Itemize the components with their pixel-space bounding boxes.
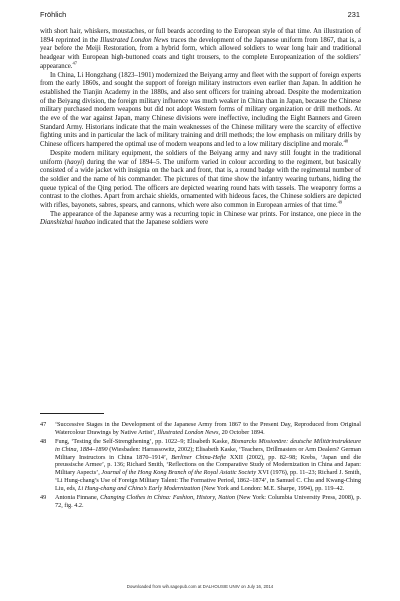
footnote-49 (40, 494, 361, 510)
paragraph-3: Despite modern military equipment, the soldiers of the Beiyang army and navy still fought in the traditional uniform (haoyi) during the war of 1894–5. The uniform varied in colour according to the regiment, but basically consisted of a wide jacket with insignia on the back and front, that is, a round badge with the regimental number of the soldier and the name of his commander. The pictures of that time show the infantry wearing turbans, hiding the queue typical of the Qing period. The officers are depicted wearing round hats with tassels. The weaponry forms a contrast to the clothes. Apart from archaic shields, ornamented with hideous faces, the Chinese soldiers are depicted with rifles, bayonets, sabres, spears, and cannons, which were also common in European armies of that time.$^{49}$ (40, 149, 361, 210)
download-source-link[interactable]: wih.sagepub.com (162, 584, 197, 589)
footnotes (40, 421, 361, 511)
footnote-text: Fung, ‘Testing the Self-Strengthening’, pp. 1022–9; Elisabeth Kaske, Bismarcks Missionäre: deutsche Militärinstrukteure in China, 1884–1890 (Wiesbaden: Harrassowitz, 2002); Elisabeth Kaske, ‘Teachers, Drillmasters or Arm Dealers? German Military Instructors in China 1870–1914’, Berliner China-Hefte XXII (2002), pp. 82–98; Krebs, ‘Japan und die preussische Armee’, p. 136; Richard Smith, ‘Reflections on the Comparative Study of Modernization in China and Japan: Military Aspects’, Journal of the Hong Kong Branch of the Royal Asiatic Society XVI (1976), pp. 11–23; Richard J. Smith, ‘Li Hung-chang’s Use of Foreign Military Talent: The Formative Period, 1862–1874’, in Samuel C. Chu and Kwang-Ching Liu, eds, Li Hung-chang and China’s Early Modernization (New York and London: M.E. Sharpe, 1994), pp. 119–42. (55, 438, 361, 492)
download-notice: Downloaded from wih.sagepub.com at DALHOUSIE UNIV on July 16, 2014 (126, 584, 274, 589)
footnote-number: 48 (40, 438, 47, 446)
footnote-48 (40, 438, 361, 493)
footnote-number: 47 (40, 421, 47, 428)
running-head-author: Fröhlich (40, 10, 67, 19)
footnote-47 (40, 421, 361, 437)
footnote-text: ‘Successive Stages in the Development of the Japanese Army from 1867 to the Present Day, Reproduced from Original Watercolour Drawings by Native Artist’, Illustrated London News, 20 October 1894. (55, 421, 361, 436)
footnote-number: 49 (40, 494, 47, 502)
paragraph-2: In China, Li Hongzhang (1823–1901) modernized the Beiyang army and fleet with the support of foreign experts from the early 1860s, and sought the support of foreign military instructors even earlier than Japan. In addition he established the Tianjin Academy in the 1880s, and also sent officers for training abroad. Despite the modernization of the Beiyang division, the foreign military influence was much weaker in China than in Japan, because the Chinese military purchased modern weapons but did not adopt Western forms of military organization or drill methods. At the eve of the war against Japan, many Chinese divisions were ineffective, including the Eight Banners and Green Standard Army. Historians indicate that the main weaknesses of the Chinese military were the scarcity of effective fighting units and in particular the lack of military training and drill methods; the low emphasis on military drills by Chinese officers hampered the optimal use of modern weapons and led to a low military discipline and morale.$^{48}$ (40, 71, 361, 149)
footnote-divider (40, 413, 104, 414)
running-header (40, 10, 360, 22)
footnote-ref-47[interactable]: 47 (72, 60, 78, 66)
page-number: 231 (347, 10, 360, 19)
main-text (40, 28, 361, 228)
footnote-ref-49[interactable]: 49 (337, 199, 343, 205)
footnote-text: Antonia Finnane, Changing Clothes in China: Fashion, History, Nation (New York: Columbia University Press, 2008), p. 72, fig. 4.2. (55, 494, 362, 509)
footnote-ref-48[interactable]: 48 (343, 138, 349, 144)
paragraph-4: The appearance of the Japanese army was a recurring topic in Chinese war prints. For instance, one piece in the Dianshizhai huabao indicated that the Japanese soldiers were (40, 210, 361, 227)
paragraph-1: with short hair, whiskers, moustaches, or full beards according to the European style of that time. An illustration of 1894 reprinted in the Illustrated London News traces the development of the Japanese uniform from 1867, that is, a year before the Meiji Restoration, from a hybrid form, which allowed soldiers to wear long hair and traditional headgear with European high-buttoned coats and tight trousers, to the complete Europeanization of the soldiers’ appearance.$^{47}$ (40, 28, 361, 70)
